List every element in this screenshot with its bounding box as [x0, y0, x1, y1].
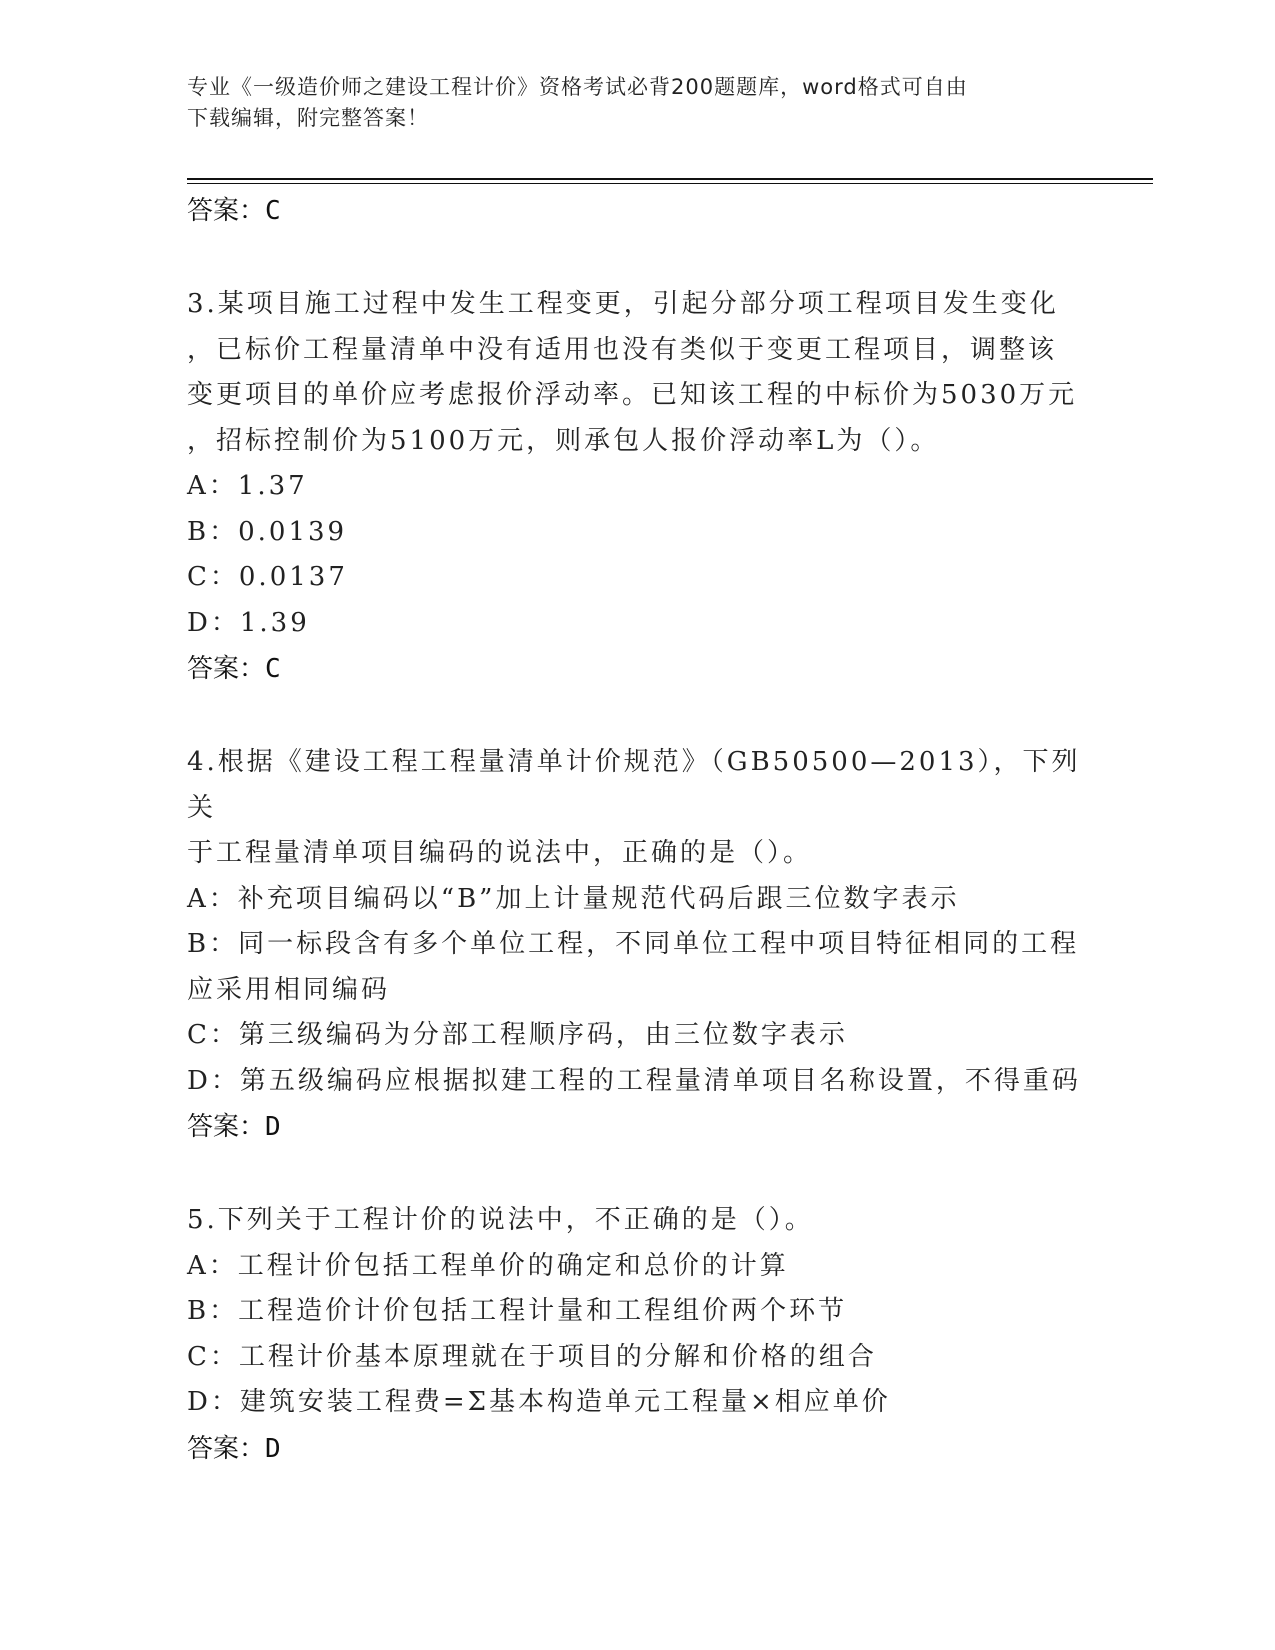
option-d: D：第五级编码应根据拟建工程的工程量清单项目名称设置，不得重码: [187, 1065, 1081, 1096]
option-d: D：建筑安装工程费=Σ基本构造单元工程量×相应单价: [187, 1387, 891, 1417]
option-a: A：1.37: [187, 471, 308, 501]
answer-line: [187, 1426, 1087, 1472]
question-stem-line: 3.某项目施工过程中发生工程变更，引起分部分项工程项目发生变化: [187, 289, 1059, 319]
header-line-1: 专业《一级造价师之建设工程计价》资格考试必背200题题库，word格式可自由: [187, 75, 968, 99]
question-5: [187, 1198, 1087, 1472]
header-line-2: 下载编辑，附完整答案！: [187, 106, 429, 130]
option-b: B：0.0139: [187, 516, 348, 547]
answer-label: 答案：: [187, 654, 266, 684]
option-b: B：工程造价计价包括工程计量和工程组价两个环节: [187, 1296, 848, 1326]
question-stem-line: 5.下列关于工程计价的说法中，不正确的是（）。: [187, 1205, 814, 1235]
option-a: A：补充项目编码以“B”加上计量规范代码后跟三位数字表示: [187, 883, 960, 914]
question-stem-line: ，招标控制价为5100万元，则承包人报价浮动率L为（）。: [187, 425, 940, 456]
answer-label: 答案：: [187, 196, 266, 226]
answer-line: [187, 646, 1087, 692]
option-b-continued: 应采用相同编码: [187, 974, 391, 1005]
answer-value: C: [265, 654, 281, 684]
answer-label: 答案：: [187, 1112, 266, 1142]
header-rule-thick: [187, 178, 1153, 180]
option-c: C：工程计价基本原理就在于项目的分解和价格的组合: [187, 1341, 877, 1372]
answer-value: C: [265, 196, 281, 226]
answer-label: 答案：: [187, 1433, 266, 1464]
header-rule-thin: [187, 183, 1153, 184]
option-b: B：同一标段含有多个单位工程，不同单位工程中项目特征相同的工程: [187, 929, 1080, 959]
document-body: [187, 188, 1087, 1472]
question-4: [187, 740, 1087, 1150]
option-c: C：0.0137: [187, 562, 348, 592]
option-d: D：1.39: [187, 607, 310, 638]
question-3: [187, 282, 1087, 692]
question-stem-line: 4.根据《建设工程工程量清单计价规范》（GB50500—2013），下列关: [187, 747, 1081, 823]
answer-value: D: [265, 1112, 281, 1142]
question-stem-line: 于工程量清单项目编码的说法中，正确的是（）。: [187, 838, 813, 868]
answer-line: [187, 1104, 1087, 1150]
question-stem-line: 变更项目的单价应考虑报价浮动率。已知该工程的中标价为5030万元: [187, 380, 1078, 410]
option-c: C：第三级编码为分部工程顺序码，由三位数字表示: [187, 1020, 848, 1050]
answer-line: [187, 188, 1087, 234]
question-stem-line: ，已标价工程量清单中没有适用也没有类似于变更工程项目，调整该: [187, 334, 1058, 365]
option-a: A：工程计价包括工程单价的确定和总价的计算: [187, 1250, 789, 1281]
answer-value: D: [265, 1433, 281, 1464]
page-header: [187, 72, 1087, 134]
